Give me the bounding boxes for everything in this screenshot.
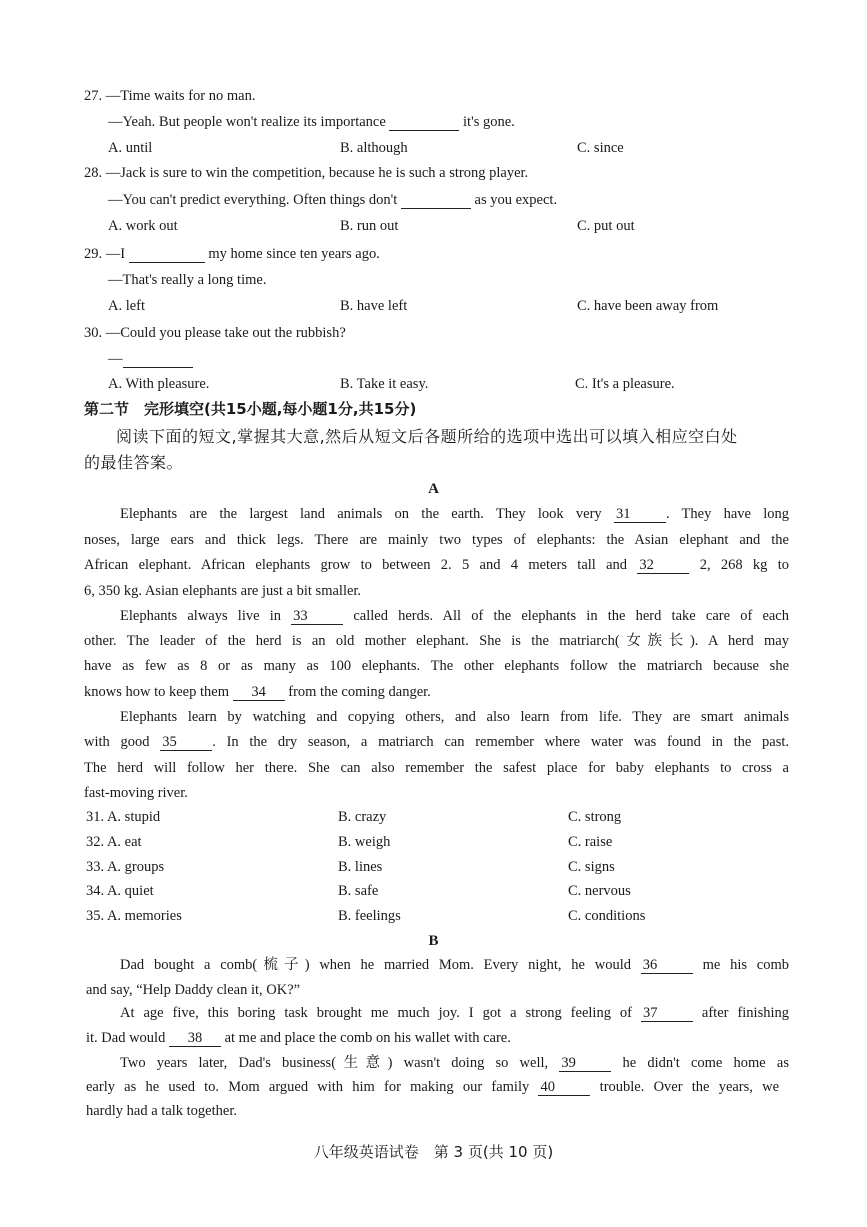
option-35-a[interactable]: 35. A. memories xyxy=(86,908,182,924)
question-27-reply xyxy=(108,115,515,131)
option-34-a[interactable]: 34. A. quiet xyxy=(86,883,154,899)
option-c[interactable]: C. since xyxy=(577,140,624,156)
passage-a-line: Elephants learn by watching and copying others, and also learn from life. They are smart animals xyxy=(120,709,789,725)
passage-title-a: A xyxy=(428,481,439,497)
passage-text: with good xyxy=(84,734,150,750)
passage-a-line xyxy=(84,558,789,574)
option-33-b[interactable]: B. lines xyxy=(338,859,383,875)
answer-blank[interactable] xyxy=(401,193,471,209)
option-34-b[interactable]: B. safe xyxy=(338,883,379,899)
question-30-reply xyxy=(108,352,193,368)
option-31-a[interactable]: 31. A. stupid xyxy=(86,809,161,825)
page-footer: 八年级英语试卷 第 3 页(共 10 页) xyxy=(313,1143,554,1161)
passage-b-line: hardly had a talk together. xyxy=(86,1103,237,1119)
passage-a-line: fast-moving river. xyxy=(84,785,188,801)
option-b[interactable]: B. although xyxy=(340,140,408,156)
option-a[interactable]: A. left xyxy=(108,298,146,314)
answer-blank[interactable] xyxy=(389,115,459,131)
reply-dash: — xyxy=(108,351,123,367)
question-prompt: —Jack is sure to win the competition, because he is such a strong player. xyxy=(105,165,529,181)
reply-text: as you expect. xyxy=(474,192,558,208)
passage-text: At age five, this boring task brought me much joy. I got a strong feeling of xyxy=(120,1005,632,1021)
reply-text: —Yeah. But people won't realize its importance xyxy=(108,114,386,130)
question-number: 30. xyxy=(84,325,103,341)
passage-text: it. Dad would xyxy=(86,1030,166,1046)
option-32-b[interactable]: B. weigh xyxy=(338,834,391,850)
passage-text: trouble. Over the years, we xyxy=(599,1079,780,1095)
passage-text: called herds. All of the elephants in the herd take care of each xyxy=(353,608,789,624)
cloze-blank[interactable]: 32 xyxy=(637,558,689,574)
passage-a-line: 6, 350 kg. Asian elephants are just a bit smaller. xyxy=(84,583,362,599)
cloze-blank[interactable]: 38 xyxy=(169,1031,221,1047)
passage-text: at me and place the comb on his wallet with care. xyxy=(224,1030,511,1046)
passage-b-line xyxy=(86,1031,511,1047)
passage-text: knows how to keep them xyxy=(84,684,229,700)
passage-text: Two years later, Dad's business(生意) wasn't doing so well, xyxy=(120,1055,549,1071)
option-31-c[interactable]: C. strong xyxy=(568,809,622,825)
option-35-b[interactable]: B. feelings xyxy=(338,908,401,924)
cloze-blank[interactable]: 35 xyxy=(160,735,212,751)
passage-text: Dad bought a comb(梳子) when he married Mom. Every night, he would xyxy=(120,957,632,973)
passage-b-line xyxy=(120,1006,789,1022)
question-30 xyxy=(84,326,346,341)
passage-a-line xyxy=(84,685,431,701)
passage-b-line xyxy=(120,958,789,974)
option-a[interactable]: A. work out xyxy=(108,218,178,234)
passage-text: African elephant. African elephants grow to between 2. 5 and 4 meters tall and xyxy=(84,557,628,573)
passage-a-line xyxy=(120,507,789,523)
passage-a-line: The herd will follow her there. She can also remember the safest place for baby elephants to cross a xyxy=(84,760,789,776)
cloze-blank[interactable]: 34 xyxy=(233,685,285,701)
passage-text: 2, 268 kg to xyxy=(699,557,790,573)
question-prompt: my home since ten years ago. xyxy=(208,246,380,262)
cloze-blank[interactable]: 33 xyxy=(291,609,343,625)
question-prompt: —Could you please take out the rubbish? xyxy=(105,325,346,341)
question-28-reply xyxy=(108,193,557,209)
option-a[interactable]: A. until xyxy=(108,140,153,156)
question-27 xyxy=(84,89,255,104)
passage-b-line xyxy=(86,1080,779,1096)
question-28 xyxy=(84,166,528,181)
passage-text: after finishing xyxy=(701,1005,789,1021)
passage-title-b: B xyxy=(428,933,439,949)
option-32-c[interactable]: C. raise xyxy=(568,834,613,850)
option-b[interactable]: B. Take it easy. xyxy=(340,376,429,392)
option-b[interactable]: B. have left xyxy=(340,298,408,314)
cloze-blank[interactable]: 36 xyxy=(641,958,693,974)
option-35-c[interactable]: C. conditions xyxy=(568,908,646,924)
passage-a-line: noses, large ears and thick legs. There are mainly two types of elephants: the Asian elephant and the xyxy=(84,532,789,548)
passage-text: he didn't come home as xyxy=(622,1055,789,1071)
passage-text: from the coming danger. xyxy=(288,684,431,700)
option-31-b[interactable]: B. crazy xyxy=(338,809,387,825)
passage-text: me his comb xyxy=(702,957,789,973)
passage-a-line: have as few as 8 or as many as 100 elephants. The other elephants follow the matriarch because she xyxy=(84,658,789,674)
section-instruction: 的最佳答案。 xyxy=(84,453,184,472)
section-heading: 第二节 完形填空(共15小题,每小题1分,共15分) xyxy=(84,400,417,418)
passage-a-line xyxy=(84,735,789,751)
answer-blank[interactable] xyxy=(123,352,193,368)
option-c[interactable]: C. have been away from xyxy=(577,298,719,314)
question-prompt: —Time waits for no man. xyxy=(105,88,256,104)
option-33-c[interactable]: C. signs xyxy=(568,859,615,875)
cloze-blank[interactable]: 31 xyxy=(614,507,666,523)
option-b[interactable]: B. run out xyxy=(340,218,399,234)
question-29 xyxy=(84,247,380,263)
passage-a-line: other. The leader of the herd is an old mother elephant. She is the matriarch(女族长). A herd may xyxy=(84,633,789,649)
passage-text: . They have long xyxy=(665,506,789,522)
option-c[interactable]: C. put out xyxy=(577,218,635,234)
section-instruction: 阅读下面的短文,掌握其大意,然后从短文后各题所给的选项中选出可以填入相应空白处 xyxy=(116,427,738,446)
passage-b-line: and say, “Help Daddy clean it, OK?” xyxy=(86,982,301,998)
question-prompt: —I xyxy=(105,246,126,262)
reply-text: —You can't predict everything. Often things don't xyxy=(108,192,398,208)
passage-text: Elephants always live in xyxy=(120,608,281,624)
option-33-a[interactable]: 33. A. groups xyxy=(86,859,165,875)
passage-text: early as he used to. Mom argued with him for making our family xyxy=(86,1079,530,1095)
option-34-c[interactable]: C. nervous xyxy=(568,883,631,899)
question-29-reply: —That's really a long time. xyxy=(108,272,267,288)
reply-text: it's gone. xyxy=(463,114,515,130)
answer-blank[interactable] xyxy=(129,247,205,263)
option-c[interactable]: C. It's a pleasure. xyxy=(575,376,675,392)
option-a[interactable]: A. With pleasure. xyxy=(108,376,210,392)
option-32-a[interactable]: 32. A. eat xyxy=(86,834,142,850)
passage-text: . In the dry season, a matriarch can remember where water was found in the past. xyxy=(212,734,790,750)
question-number: 28. xyxy=(84,165,103,181)
cloze-blank[interactable]: 37 xyxy=(641,1006,693,1022)
question-number: 29. xyxy=(84,246,103,262)
cloze-blank[interactable]: 40 xyxy=(538,1080,590,1096)
passage-a-line xyxy=(120,609,789,625)
cloze-blank[interactable]: 39 xyxy=(559,1056,611,1072)
passage-b-line xyxy=(120,1056,789,1072)
question-number: 27. xyxy=(84,88,103,104)
passage-text: Elephants are the largest land animals on the earth. They look very xyxy=(120,506,602,522)
